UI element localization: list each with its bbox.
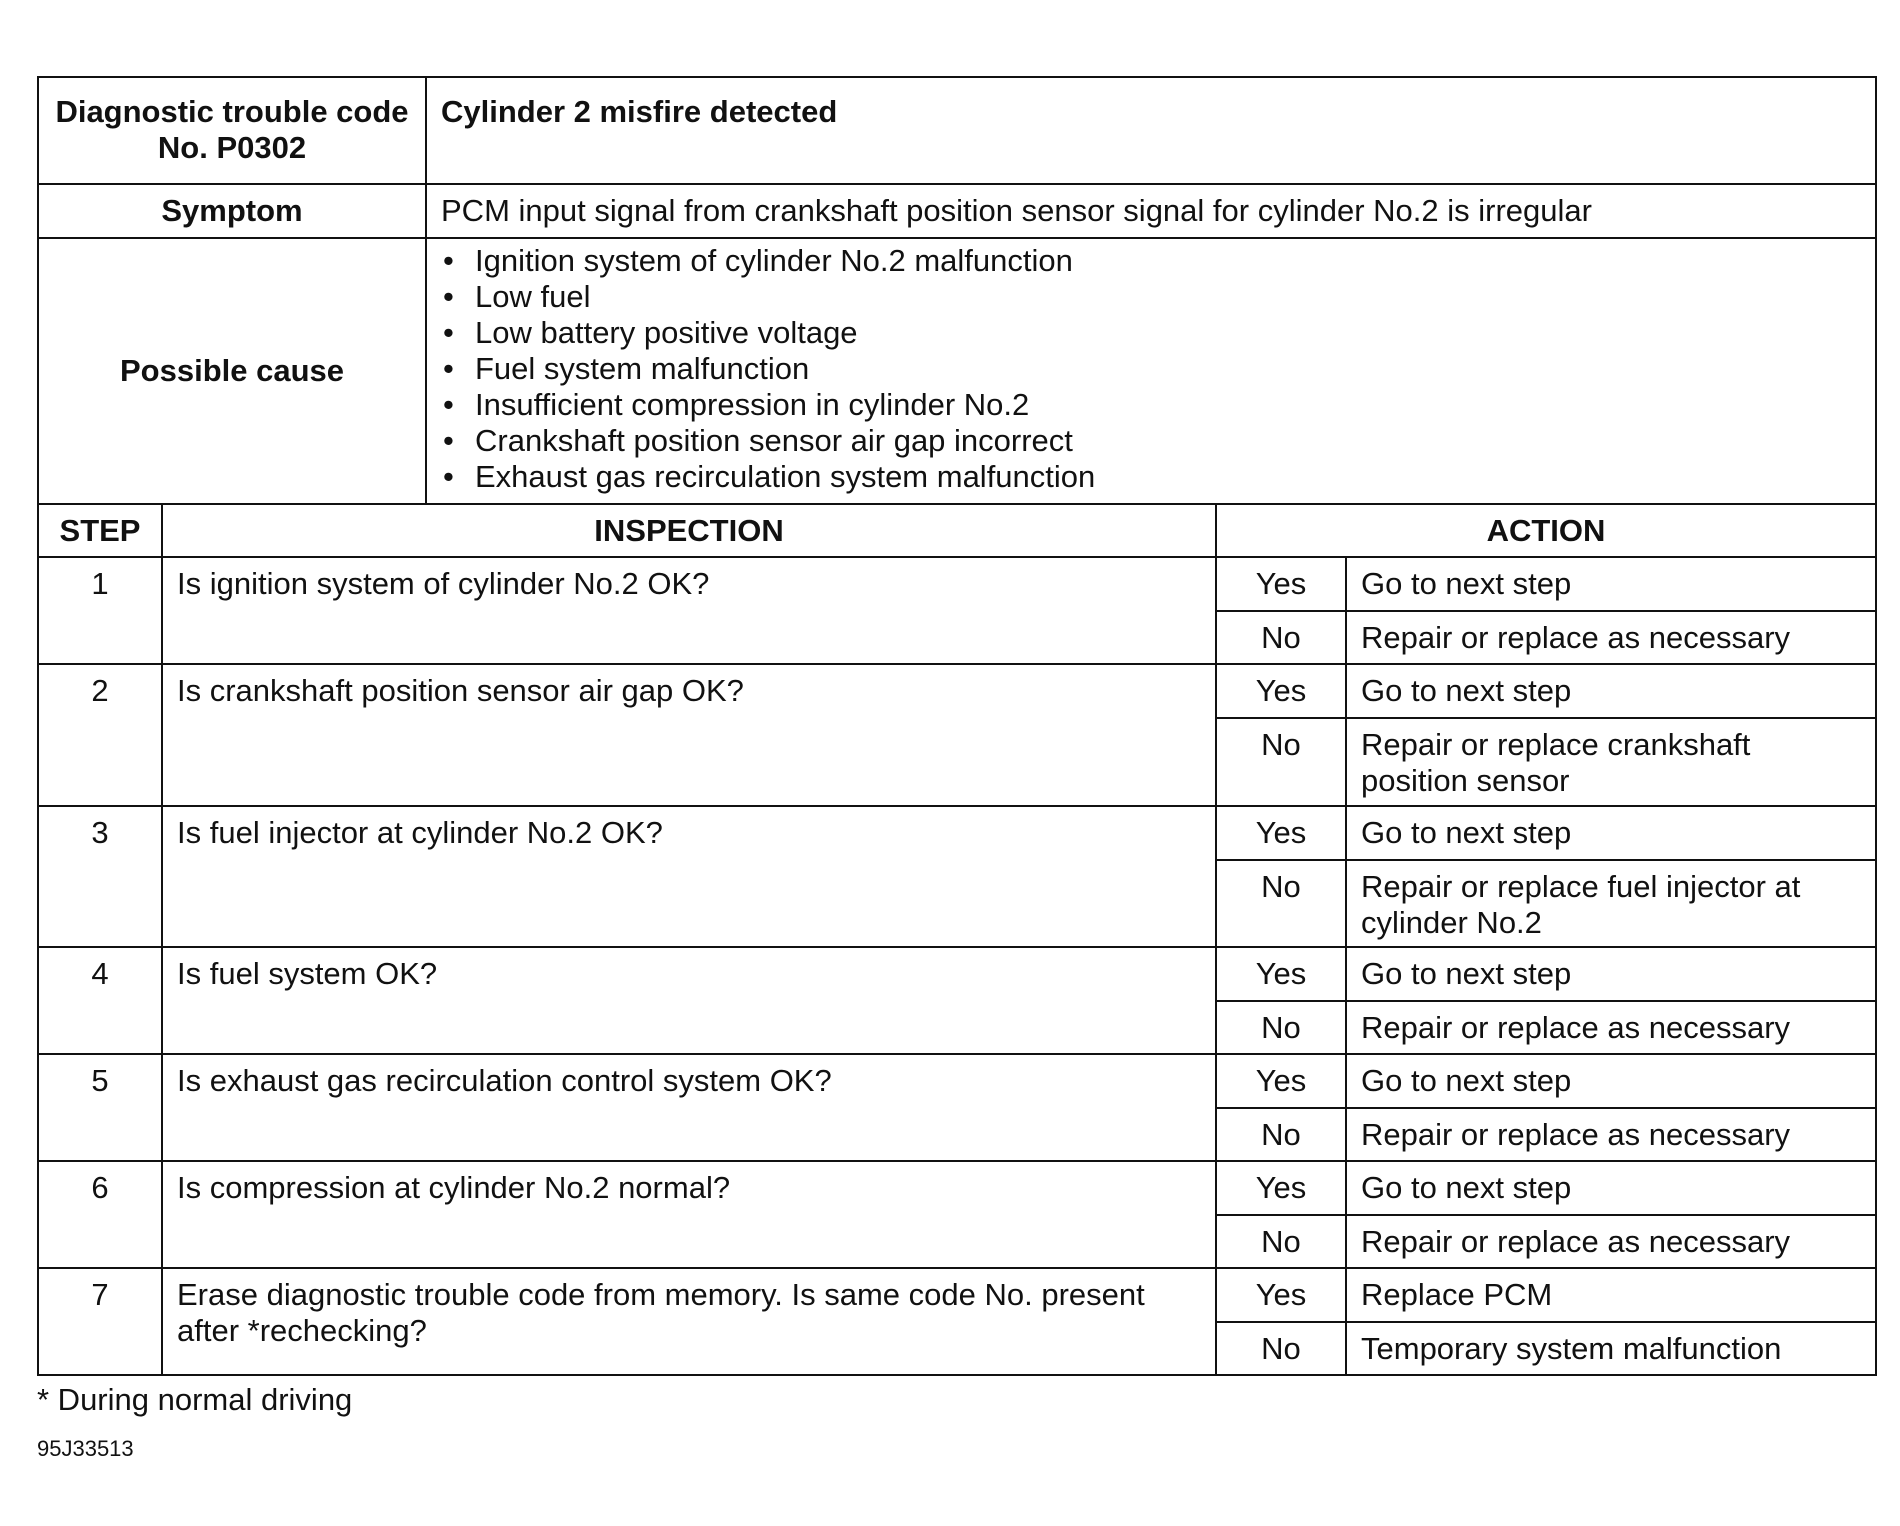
yes-label: Yes — [1216, 1161, 1346, 1215]
cause-list — [441, 243, 1861, 495]
symptom-text: PCM input signal from crankshaft position sensor signal for cylinder No.2 is irregular — [441, 193, 1592, 228]
no-label: No — [1216, 718, 1346, 806]
step-inspection: Is compression at cylinder No.2 normal? — [162, 1161, 1216, 1268]
no-action: Repair or replace as necessary — [1346, 1108, 1876, 1161]
possible-cause-row — [38, 238, 1876, 504]
cause-item: • Crankshaft position sensor air gap incorrect — [441, 423, 1861, 459]
symptom-text-cell — [426, 184, 1876, 238]
step-inspection: Is crankshaft position sensor air gap OK? — [162, 664, 1216, 806]
step-row-yes — [38, 1268, 1876, 1322]
no-label: No — [1216, 1322, 1346, 1375]
cause-label-cell — [38, 238, 426, 504]
step-inspection: Is ignition system of cylinder No.2 OK? — [162, 557, 1216, 664]
dtc-title-cell — [426, 77, 1876, 184]
step-number: 6 — [38, 1161, 162, 1268]
no-action: Temporary system malfunction — [1346, 1322, 1876, 1375]
no-action: Repair or replace fuel injector at cylinder No.2 — [1346, 860, 1876, 947]
cause-item: • Insufficient compression in cylinder No.2 — [441, 387, 1861, 423]
cause-item: • Fuel system malfunction — [441, 351, 1861, 387]
cause-item: • Low battery positive voltage — [441, 315, 1861, 351]
no-action: Repair or replace as necessary — [1346, 611, 1876, 664]
step-number: 7 — [38, 1268, 162, 1375]
no-label: No — [1216, 1215, 1346, 1268]
step-inspection: Is fuel system OK? — [162, 947, 1216, 1054]
step-row-yes — [38, 557, 1876, 611]
footnote: * During normal driving — [37, 1382, 353, 1417]
step-number: 2 — [38, 664, 162, 806]
step-inspection: Erase diagnostic trouble code from memory. Is same code No. present after *rechecking? — [162, 1268, 1216, 1375]
cause-label: Possible cause — [119, 353, 344, 388]
yes-label: Yes — [1216, 664, 1346, 718]
figure-id: 95J33513 — [37, 1436, 134, 1461]
step-inspection: Is exhaust gas recirculation control system OK? — [162, 1054, 1216, 1161]
cause-list-cell — [426, 238, 1876, 504]
dtc-title: Cylinder 2 misfire detected — [441, 94, 838, 129]
yes-action: Replace PCM — [1346, 1268, 1876, 1322]
yes-action: Go to next step — [1346, 947, 1876, 1001]
cause-item: • Low fuel — [441, 279, 1861, 315]
step-header: STEP — [38, 504, 162, 557]
symptom-label: Symptom — [161, 193, 303, 228]
diagnostic-document — [37, 76, 1875, 1462]
step-number: 3 — [38, 806, 162, 947]
yes-label: Yes — [1216, 947, 1346, 1001]
yes-label: Yes — [1216, 1054, 1346, 1108]
no-action: Repair or replace crankshaft position sensor — [1346, 718, 1876, 806]
yes-label: Yes — [1216, 557, 1346, 611]
yes-action: Go to next step — [1346, 806, 1876, 860]
step-row-yes — [38, 806, 1876, 860]
dtc-label: Diagnostic trouble code No. P0302 — [55, 94, 409, 165]
no-label: No — [1216, 860, 1346, 947]
step-inspection: Is fuel injector at cylinder No.2 OK? — [162, 806, 1216, 947]
no-action: Repair or replace as necessary — [1346, 1001, 1876, 1054]
yes-action: Go to next step — [1346, 1054, 1876, 1108]
yes-label: Yes — [1216, 806, 1346, 860]
step-row-yes — [38, 947, 1876, 1001]
yes-label: Yes — [1216, 1268, 1346, 1322]
column-header-row — [38, 504, 1876, 557]
no-label: No — [1216, 611, 1346, 664]
no-label: No — [1216, 1001, 1346, 1054]
cause-item: • Ignition system of cylinder No.2 malfunction — [441, 243, 1861, 279]
step-row-yes — [38, 1054, 1876, 1108]
step-row-yes — [38, 1161, 1876, 1215]
step-row-yes — [38, 664, 1876, 718]
symptom-row — [38, 184, 1876, 238]
step-number: 5 — [38, 1054, 162, 1161]
yes-action: Go to next step — [1346, 557, 1876, 611]
yes-action: Go to next step — [1346, 1161, 1876, 1215]
no-label: No — [1216, 1108, 1346, 1161]
symptom-label-cell — [38, 184, 426, 238]
cause-item: • Exhaust gas recirculation system malfunction — [441, 459, 1861, 495]
yes-action: Go to next step — [1346, 664, 1876, 718]
dtc-label-cell — [38, 77, 426, 184]
no-action: Repair or replace as necessary — [1346, 1215, 1876, 1268]
action-header: ACTION — [1216, 504, 1876, 557]
step-number: 4 — [38, 947, 162, 1054]
inspection-header: INSPECTION — [162, 504, 1216, 557]
step-number: 1 — [38, 557, 162, 664]
diagnostic-table — [37, 76, 1877, 1376]
dtc-row — [38, 77, 1876, 184]
